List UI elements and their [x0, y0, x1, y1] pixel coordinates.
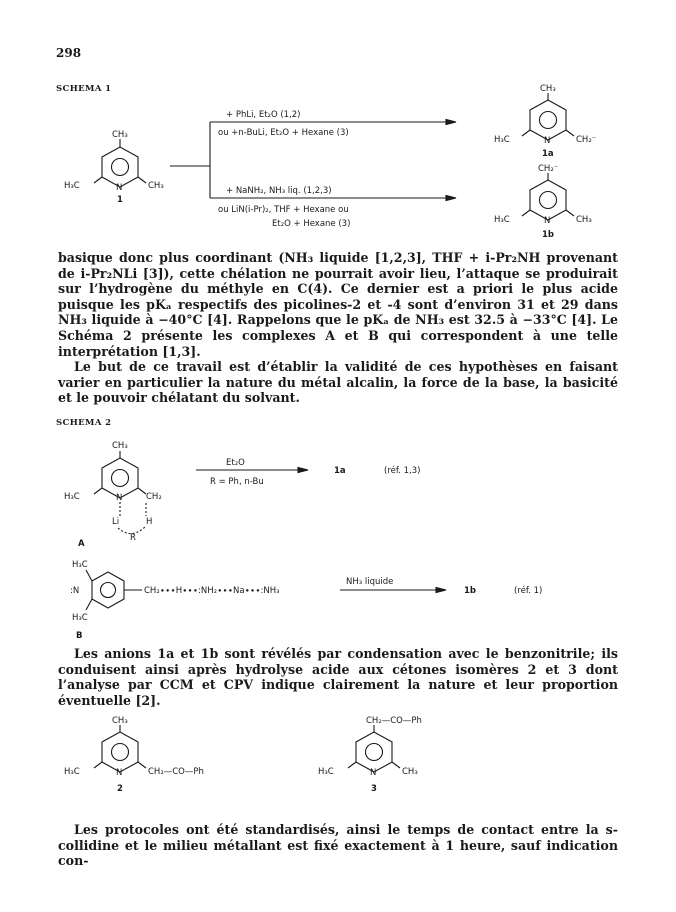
paragraph-1: basique donc plus coordinant (NH₃ liquide [1,2,3], THF + i-Pr₂NH provenant de i-Pr₂NLi [3]), cette chélation ne pourrait avoir lieu, l’attaque se produirait sur l’hydrogène du méthyle en C(4). Ce dernier est a priori le plus acide puisque les pKₐ respectifs des picolines-2 et -4 sont d’environ 31 et 29 dans NH₃ liquide à −40°C [4]. Rappelons que le pKₐ de NH₃ est 32.5 à −33°C [4]. Le Schéma 2 présente les complexes A et B qui correspondent à une telle interprétation [1,3].	[58, 250, 618, 359]
a-ch2: CH₂	[146, 492, 162, 502]
ketones-figure	[0, 706, 676, 806]
b-chain: CH₂∙∙∙H∙∙∙:NH₂∙∙∙Na∙∙∙:NH₃	[144, 586, 280, 596]
schema1-reagent-bottom-2a: ou LiN(i-Pr)₂, THF + Hexane ou	[218, 205, 349, 215]
body-paragraphs-3	[58, 822, 618, 869]
a-reagent-bottom: R = Ph, n-Bu	[210, 477, 264, 487]
schema-1-figure	[0, 80, 676, 250]
schema1-reagent-top-1: + PhLi, Et₂O (1,2)	[226, 110, 301, 120]
c1b-number: 1b	[542, 230, 554, 240]
b-reagent: NH₃ liquide	[346, 577, 394, 587]
c1a-nitrogen: N	[544, 136, 551, 146]
c1a-number: 1a	[542, 149, 554, 159]
k3-left-methyl: H₃C	[318, 767, 334, 777]
body-paragraphs-2	[58, 646, 618, 708]
paragraph-3: Les anions 1a et 1b sont révélés par condensation avec le benzonitrile; ils conduisent ainsi après hydrolyse acide aux cétones isomères 2 et 3 dont l’analyse par CCM et CPV indique clairement la nature et leur proportion éventuelle [2].	[58, 646, 618, 708]
b-ref: (réf. 1)	[514, 586, 543, 596]
k2-left-methyl: H₃C	[64, 767, 80, 777]
page-number: 298	[56, 46, 82, 60]
c1-right-methyl: CH₃	[148, 181, 164, 191]
c1a-left-methyl: H₃C	[494, 135, 510, 145]
a-ref: (réf. 1,3)	[384, 466, 421, 476]
c1b-left-methyl: H₃C	[494, 215, 510, 225]
c1b-nitrogen: N	[544, 216, 551, 226]
a-left-methyl: H₃C	[64, 492, 80, 502]
a-nitrogen: N	[116, 493, 123, 503]
k2-top-methyl: CH₃	[112, 716, 128, 726]
c1-left-methyl: H₃C	[64, 181, 80, 191]
b-letter: B	[76, 631, 83, 641]
c1a-right-anion: CH₂⁻	[576, 135, 597, 145]
b-product: 1b	[464, 586, 476, 596]
schema1-reagent-bottom-1: + NaNH₂, NH₃ liq. (1,2,3)	[226, 186, 332, 196]
paragraph-4: Les protocoles ont été standardisés, ainsi le temps de contact entre la s-collidine et le milieu métallant est fixé exactement à 1 heure, sauf indication con-	[58, 822, 618, 869]
k3-number: 3	[371, 784, 377, 794]
a-letter: A	[78, 539, 85, 549]
c1b-top-anion: CH₂⁻	[538, 164, 559, 174]
k2-number: 2	[117, 784, 123, 794]
b-top-methyl: H₃C	[72, 560, 88, 570]
c1b-right-methyl: CH₃	[576, 215, 592, 225]
c1-nitrogen: N	[116, 183, 123, 193]
c1-number: 1	[117, 195, 123, 205]
schema-2-label: SCHEMA 2	[56, 418, 112, 428]
a-r-group: R	[130, 533, 136, 543]
k3-top-chain: CH₂—CO—Ph	[366, 716, 422, 726]
k2-right-chain: CH₂—CO—Ph	[148, 767, 204, 777]
schema1-reagent-top-2: ou +n-BuLi, Et₂O + Hexane (3)	[218, 128, 349, 138]
c1-top-methyl: CH₃	[112, 130, 128, 140]
schema-1-label: SCHEMA 1	[56, 84, 112, 94]
a-hydrogen: H	[146, 517, 153, 527]
body-paragraphs-1	[58, 250, 618, 406]
k3-right-methyl: CH₃	[402, 767, 418, 777]
k2-nitrogen: N	[116, 768, 123, 778]
a-top-methyl: CH₃	[112, 441, 128, 451]
schema1-reagent-bottom-2b: Et₂O + Hexane (3)	[272, 219, 351, 229]
schema-2-figure	[0, 432, 676, 642]
b-nitrogen: :N	[70, 586, 80, 596]
paragraph-2: Le but de ce travail est d’établir la validité de ces hypothèses en faisant varier en particulier la nature du métal alcalin, la force de la base, la basicité et le pouvoir chélatant du solvant.	[58, 359, 618, 406]
k3-nitrogen: N	[370, 768, 377, 778]
c1a-top-methyl: CH₃	[540, 84, 556, 94]
a-product: 1a	[334, 466, 346, 476]
a-reagent-top: Et₂O	[226, 458, 245, 468]
a-lithium: Li	[112, 517, 120, 527]
b-bottom-methyl: H₃C	[72, 613, 88, 623]
